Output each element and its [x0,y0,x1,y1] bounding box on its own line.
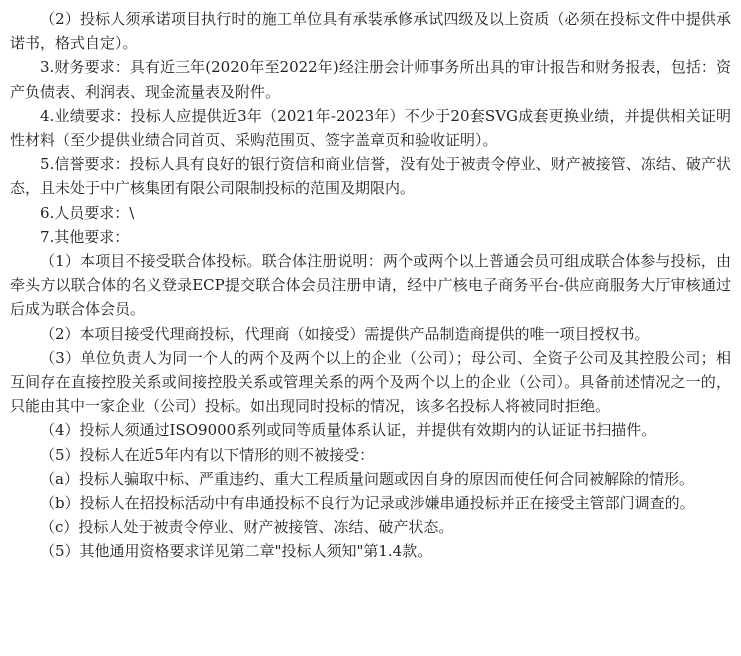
paragraph-consortium: （1）本项目不接受联合体投标。联合体注册说明：两个或两个以上普通会员可组成联合体参与投标，由牵头方以联合体的名义登录ECP提交联合体会员注册申请，经中广核电子商务平台-供应商服务大厅审核通过后成为联合体会员。 [10,252,731,319]
paragraph-other-requirements-heading: 7.其他要求： [40,227,130,246]
paragraph-construction-qualification: （2）投标人须承诺项目执行时的施工单位具有承装承修承试四级及以上资质（必须在投标文件中提供承诺书，格式自定）。 [10,10,731,53]
paragraph-credit-requirements: 5.信誉要求：投标人具有良好的银行资信和商业信誉，没有处于被责令停业、财产被接管、冻结、破产状态，且未处于中广核集团有限公司限制投标的范围及期限内。 [10,155,731,198]
paragraph-exclusion-a: （a）投标人骗取中标、严重违约、重大工程质量问题或因自身的原因而使任何合同被解除的情形。 [40,469,694,488]
paragraph-performance-requirements: 4.业绩要求：投标人应提供近3年（2021年-2023年）不少于20套SVG成套更换业绩，并提供相关证明性材料（至少提供业绩合同首页、采购范围页、签字盖章页和验收证明）。 [10,106,731,150]
document-body [10,7,731,564]
paragraph-general-qualification: （5）其他通用资格要求详见第二章"投标人须知"第1.4款。 [40,542,433,561]
paragraph-exclusion-intro: （5）投标人在近5年内有以下情形的则不被接受： [40,445,375,464]
paragraph-affiliated-companies: （3）单位负责人为同一个人的两个及两个以上的企业（公司）；母公司、全资子公司及其控股公司；相互间存在直接控股关系或间接控股关系或管理关系的两个及两个以上的企业（公司）。具备前述情况之一的，只能由其中一家企业（公司）投标。如出现同时投标的情况，该多名投标人将被同时拒绝。 [10,348,731,416]
paragraph-exclusion-c: （c）投标人处于被责令停业、财产被接管、冻结、破产状态。 [40,518,454,537]
paragraph-exclusion-b: （b）投标人在招投标活动中有串通投标不良行为记录或涉嫌串通投标并正在接受主管部门调查的。 [40,494,695,513]
paragraph-financial-requirements: 3.财务要求：具有近三年(2020年至2022年)经注册会计师事务所出具的审计报告和财务报表，包括：资产负债表、利润表、现金流量表及附件。 [10,58,731,101]
paragraph-agent: （2）本项目接受代理商投标，代理商（如接受）需提供产品制造商提供的唯一项目授权书。 [40,324,650,343]
paragraph-iso-certification: （4）投标人须通过ISO9000系列或同等质量体系认证，并提供有效期内的认证证书扫描件。 [40,421,657,440]
paragraph-personnel-requirements: 6.人员要求：\ [40,203,135,222]
